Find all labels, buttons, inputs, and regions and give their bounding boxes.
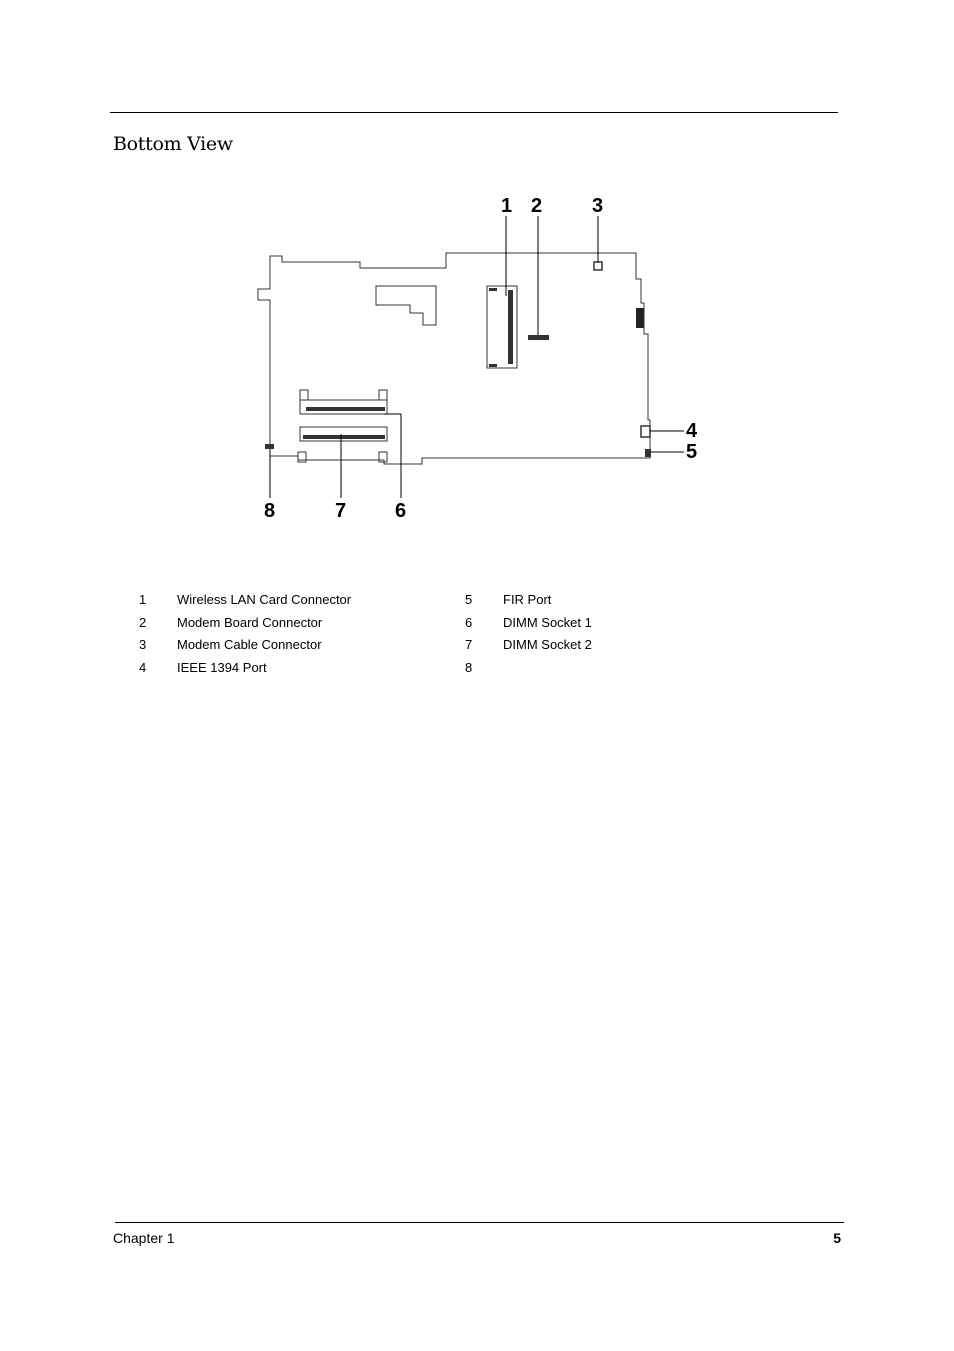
- legend-num: 5: [465, 592, 473, 607]
- callout-6: 6: [395, 500, 407, 522]
- connector-8: [265, 444, 274, 449]
- legend-label: IEEE 1394 Port: [177, 660, 267, 675]
- motherboard-diagram: [0, 180, 954, 540]
- dimm-socket-2: [298, 427, 387, 462]
- legend-num: 8: [465, 660, 473, 675]
- legend-label: Modem Cable Connector: [177, 637, 322, 652]
- legend-label: Wireless LAN Card Connector: [177, 592, 352, 607]
- dimm-socket-1: [300, 390, 387, 414]
- callout-4: 4: [686, 420, 698, 442]
- ieee1394-port: [641, 426, 650, 437]
- legend-num: 4: [139, 660, 147, 675]
- callout-3: 3: [592, 195, 604, 217]
- modem-cable-connector: [594, 262, 602, 270]
- callout-7: 7: [335, 500, 347, 522]
- page-title: Bottom View: [113, 133, 233, 155]
- header-rule: [110, 112, 838, 113]
- callout-1: 1: [501, 195, 513, 217]
- legend-label: Modem Board Connector: [177, 615, 323, 630]
- legend-label: FIR Port: [503, 592, 552, 607]
- legend-label: DIMM Socket 1: [503, 615, 592, 630]
- modem-board-connector: [528, 335, 549, 340]
- legend-num: 1: [139, 592, 147, 607]
- wlan-connector: [487, 286, 517, 368]
- leader-lines: [270, 216, 684, 498]
- legend-num: 2: [139, 615, 147, 630]
- callout-2: 2: [531, 195, 543, 217]
- footer-rule: [115, 1222, 844, 1223]
- page-number: 5: [833, 1230, 841, 1246]
- side-connector: [636, 308, 644, 328]
- footer-chapter: Chapter 1: [113, 1230, 175, 1246]
- fir-port: [645, 449, 651, 457]
- legend-num: 6: [465, 615, 473, 630]
- board-cutout: [376, 286, 436, 325]
- legend-label: DIMM Socket 2: [503, 637, 592, 652]
- legend-num: 3: [139, 637, 147, 652]
- callout-5: 5: [686, 441, 698, 463]
- callout-8: 8: [264, 500, 276, 522]
- legend-num: 7: [465, 637, 473, 652]
- board-outline: [258, 253, 650, 464]
